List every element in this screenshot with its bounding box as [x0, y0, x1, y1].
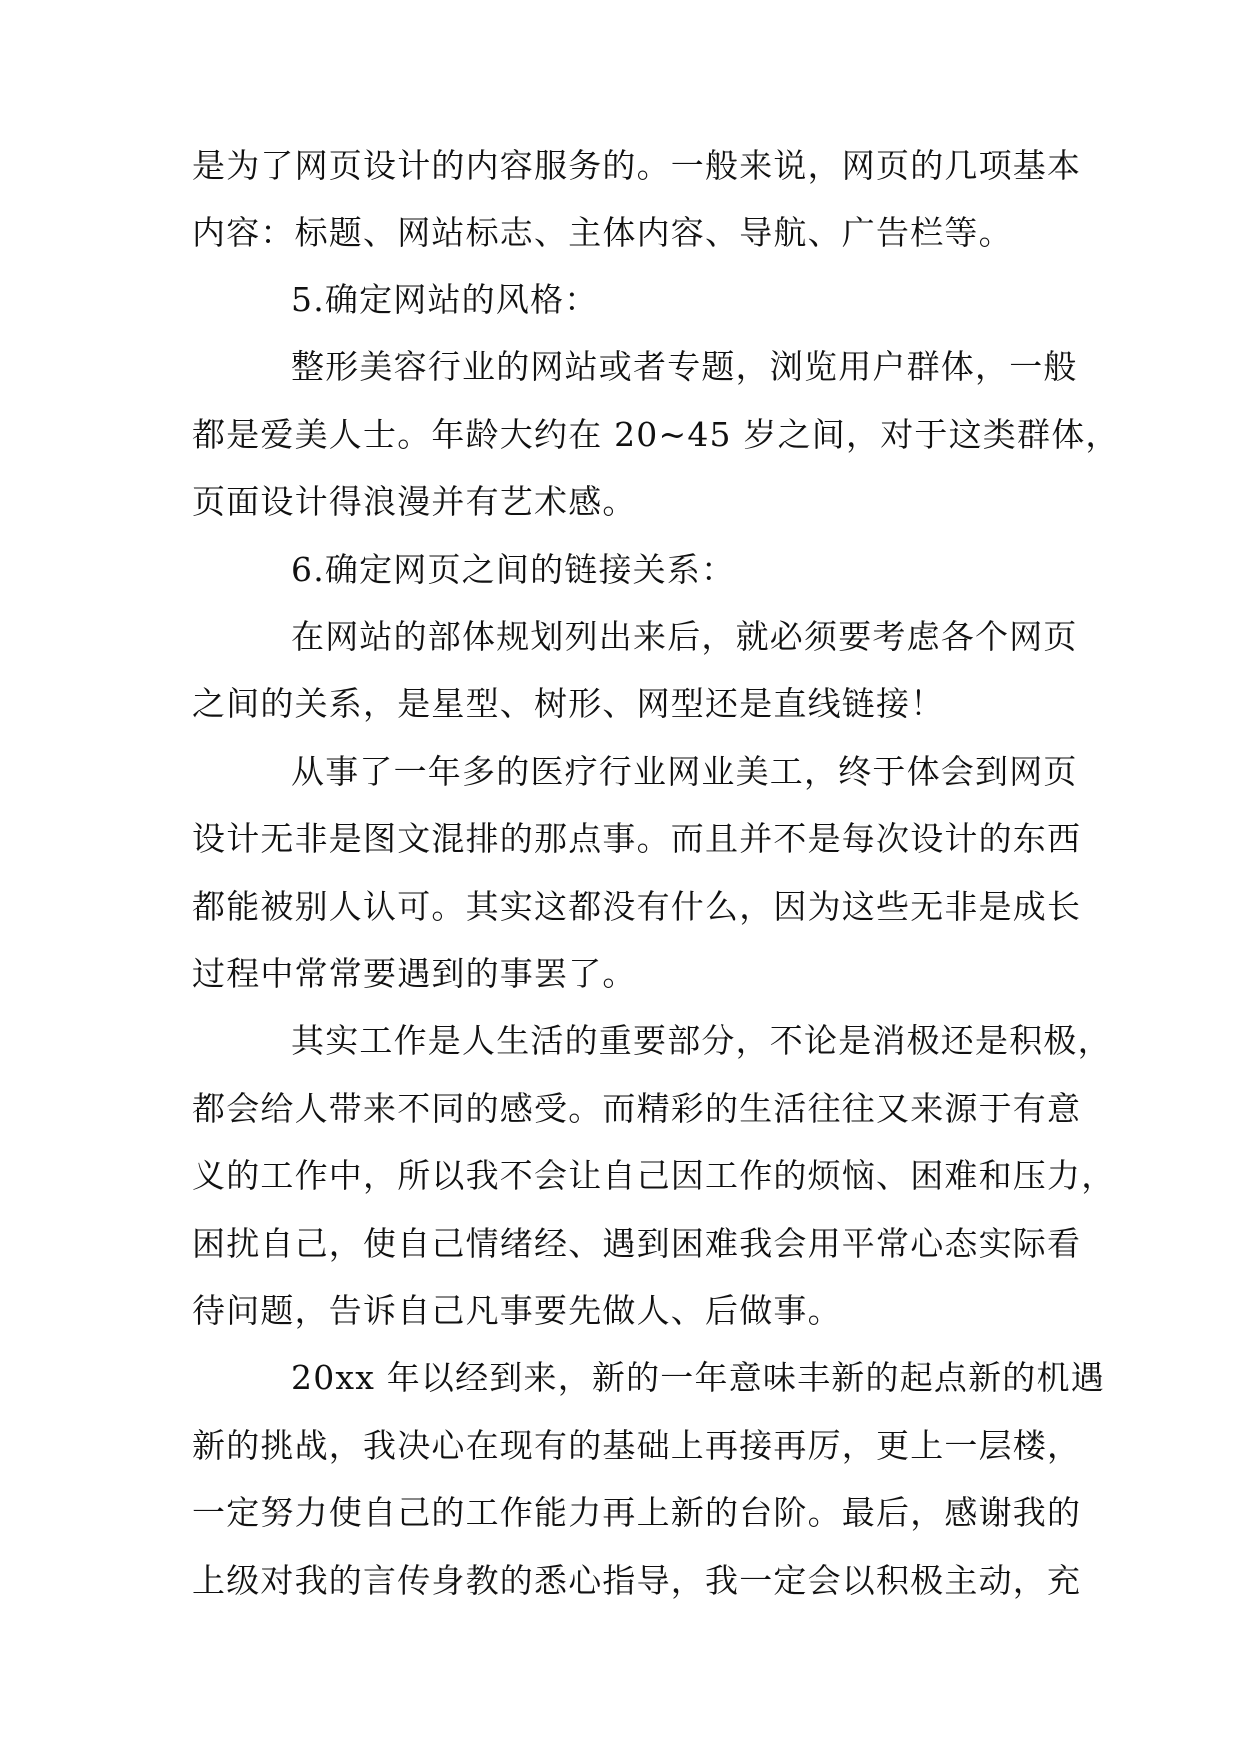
text-line: 页面设计得浪漫并有艺术感。 [192, 482, 637, 521]
text-line: 其实工作是人生活的重要部分，不论是消极还是积极， [291, 1021, 1112, 1060]
text-line: 在网站的部体规划列出来后，就必须要考虑各个网页 [291, 617, 1078, 656]
text-line: 困扰自己，使自己情绪经、遇到困难我会用平常心态实际看 [192, 1224, 1082, 1263]
text-line: 都是爱美人士。年龄大约在 20~45 岁之间，对于这类群体， [192, 415, 1120, 454]
text-line: 20xx 年以经到来，新的一年意味丰新的起点新的机遇 [291, 1358, 1105, 1397]
text-line: 都能被别人认可。其实这都没有什么，因为这些无非是成长 [192, 887, 1082, 926]
text-line: 之间的关系，是星型、树形、网型还是直线链接！ [192, 684, 945, 723]
text-line: 一定努力使自己的工作能力再上新的台阶。最后，感谢我的 [192, 1493, 1082, 1532]
text-line: 从事了一年多的医疗行业网业美工，终于体会到网页 [291, 752, 1078, 791]
text-line: 过程中常常要遇到的事罢了。 [192, 954, 637, 993]
text-line: 都会给人带来不同的感受。而精彩的生活往往又来源于有意 [192, 1089, 1082, 1128]
section-heading: 5.确定网站的风格： [291, 280, 599, 319]
text-line: 待问题，告诉自己凡事要先做人、后做事。 [192, 1291, 842, 1330]
text-line: 新的挑战，我决心在现有的基础上再接再厉，更上一层楼， [192, 1426, 1082, 1465]
text-line: 上级对我的言传身教的悉心指导，我一定会以积极主动，充 [192, 1561, 1082, 1600]
section-heading: 6.确定网页之间的链接关系： [291, 550, 736, 589]
text-line: 是为了网页设计的内容服务的。一般来说，网页的几项基本 [192, 146, 1082, 185]
text-line: 义的工作中，所以我不会让自己因工作的烦恼、困难和压力， [192, 1156, 1116, 1195]
text-line: 设计无非是图文混排的那点事。而且并不是每次设计的东西 [192, 819, 1082, 858]
text-line: 内容：标题、网站标志、主体内容、导航、广告栏等。 [192, 213, 1013, 252]
text-line: 整形美容行业的网站或者专题，浏览用户群体，一般 [291, 347, 1078, 386]
